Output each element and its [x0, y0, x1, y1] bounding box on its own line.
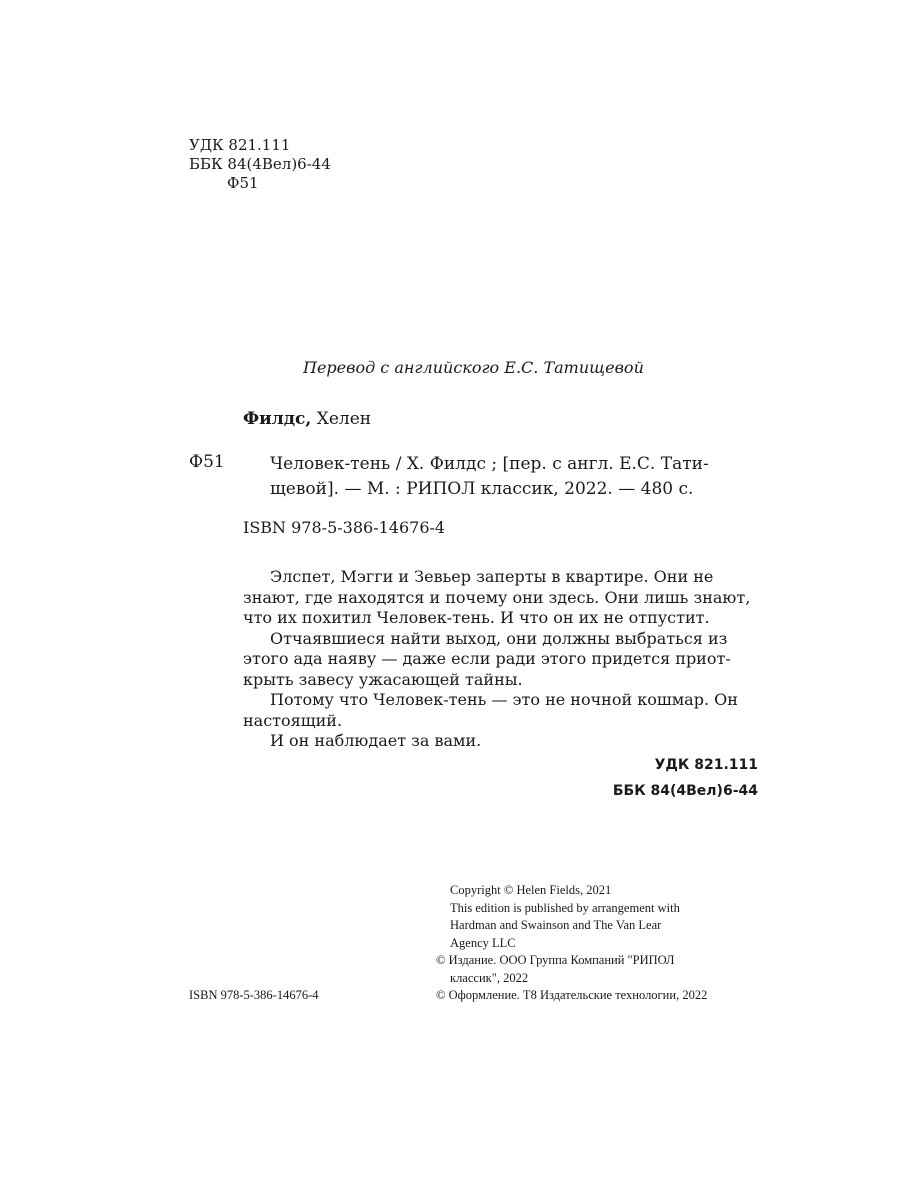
classification-block — [189, 136, 331, 193]
bbk-bold: ББК 84(4Вел)6-44 — [612, 783, 758, 799]
copyright-line: This edition is published by arrangement with — [450, 900, 680, 915]
annotation-line: этого ада наяву — даже если ради этого придется приот- — [243, 649, 731, 668]
copyright-line: © Оформление. Т8 Издательские технологии, 2022 — [436, 988, 708, 1002]
annotation — [243, 567, 758, 752]
author-mark: Ф51 — [227, 174, 259, 192]
annotation-line: Элспет, Мэгги и Зевьер заперты в квартире. Они не — [270, 567, 714, 586]
author-surname: Филдс, — [243, 409, 312, 429]
annotation-line: крыть завесу ужасающей тайны. — [243, 669, 523, 689]
udk-code: УДК 821.111 — [189, 136, 291, 154]
translator-note: Перевод с английского Е.С. Татищевой — [303, 358, 644, 377]
copyright-line: классик", 2022 — [450, 970, 529, 985]
author-heading — [243, 409, 371, 429]
catalog-entry-line: Человек-тень / Х. Филдс ; [пер. с англ. Е.С. Тати- — [270, 454, 709, 474]
copyright-line: Hardman and Swainson and The Van Lear — [450, 918, 662, 932]
copyright-line: © Издание. ООО Группа Компаний "РИПОЛ — [436, 953, 675, 967]
catalog-entry-line: щевой]. — М. : РИПОЛ классик, 2022. — 480 с. — [270, 479, 694, 499]
udk-bbk-bold-block — [613, 752, 758, 804]
copyright-block — [436, 882, 707, 1005]
annotation-line: знают, где находятся и почему они здесь. Они лишь знают, — [243, 587, 751, 607]
udk-bold: УДК 821.111 — [654, 757, 758, 773]
catalog-entry — [270, 452, 758, 502]
bbk-code: ББК 84(4Вел)6-44 — [189, 155, 331, 173]
catalog-entry-code: Ф51 — [189, 452, 225, 472]
copyright-line: Copyright © Helen Fields, 2021 — [450, 883, 612, 897]
isbn-bottom: ISBN 978-5-386-14676-4 — [189, 988, 319, 1002]
author-name: Хелен — [316, 409, 372, 429]
copyright-line: Agency LLC — [450, 935, 516, 950]
annotation-line: настоящий. — [243, 710, 343, 730]
annotation-line: что их похитил Человек-тень. И что он их не отпустит. — [243, 608, 710, 627]
annotation-line: И он наблюдает за вами. — [270, 731, 482, 750]
isbn-main: ISBN 978-5-386-14676-4 — [243, 518, 446, 537]
annotation-line: Отчаявшиеся найти выход, они должны выбраться из — [270, 628, 728, 648]
annotation-line: Потому что Человек-тень — это не ночной кошмар. Он — [270, 690, 738, 709]
